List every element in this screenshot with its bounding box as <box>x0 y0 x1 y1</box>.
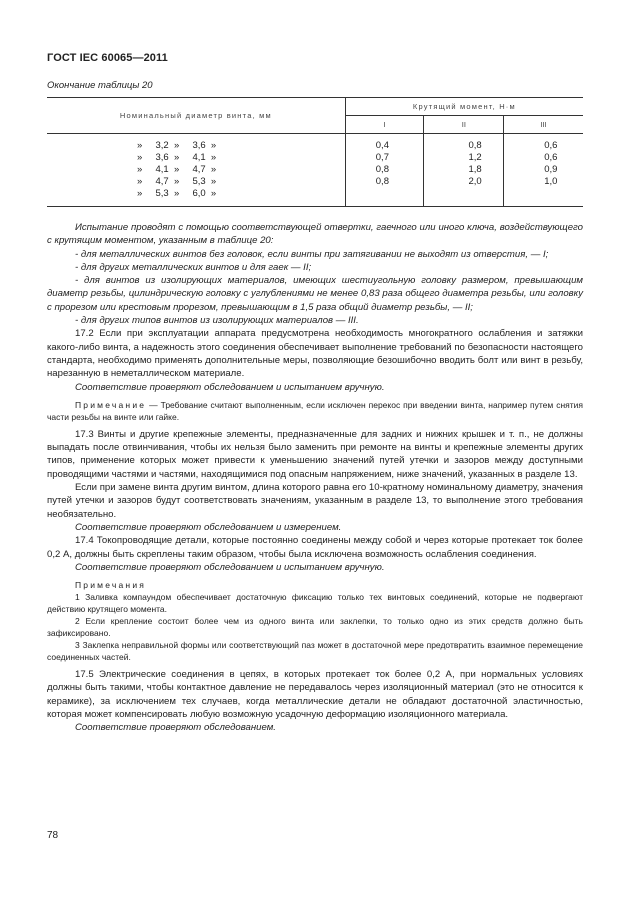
torque-value <box>376 188 424 200</box>
torque-value: 1,0 <box>544 176 558 187</box>
page-number: 78 <box>47 830 59 841</box>
note-text: — Требование считают выполненным, если исключен перекос при введении винта, например путем снятия части резьбы на винте или гайке. <box>47 399 583 422</box>
note-item: 3 Заклепка неправильной формы или соответствующий паз может в достаточной мере предотвратить взаимное перемещение соединенных частей. <box>47 640 583 663</box>
torque-value: 0,8 <box>375 176 389 187</box>
torque-value: 0,7 <box>375 152 389 163</box>
torque-value: 0,4 <box>375 140 389 151</box>
torque-col-2-cell <box>424 134 504 207</box>
notes-block <box>47 579 583 663</box>
paragraph: - для других типов винтов из изолирующих материалов — III. <box>75 315 359 327</box>
paragraph: Испытание проводят с помощью соответствующей отвертки, гаечного или иного ключа, воздействующего с крутящим моментом, указанным в таблице 20: <box>47 222 583 247</box>
torque-value: 0,8 <box>468 140 482 151</box>
subcolumn-header-1: I <box>345 116 424 134</box>
diameter-row: » 4,1 » 4,7 » <box>137 164 217 175</box>
document-code: ГОСТ IEC 60065—2011 <box>47 52 168 64</box>
paragraph: Соответствие проверяют обследованием. <box>75 722 276 734</box>
torque-value <box>544 188 583 200</box>
paragraph: 17.3 Винты и другие крепежные элементы, предназначенные для задних и нижних крышек и т. п., не должны выпадать после отвинчивания, чтобы их нельзя было заменить при ремонте на винты и крепежные элементы других типов, применение которых может привести к уменьшению значений путей утечки и зазоров между доступными проводящими частями и частями, находящимися под опасным напряжением, ниже значений, указанных в разделе 13. <box>47 428 583 480</box>
paragraph: - для металлических винтов без головок, если винты при затягивании не выходят из отверстия, — I; <box>75 248 549 260</box>
diameter-column-header: Номинальный диаметр винта, мм <box>47 98 345 134</box>
torque-value: 0,6 <box>544 140 558 151</box>
paragraph: 17.2 Если при эксплуатации аппарата предусмотрена необходимость многократного ослабления и затяжки какого-либо винта, а надежность этого соединения обеспечивает выполнение требований по безопасности настоящего стандарта, необходимо применять дополнительные меры, позволяющие безошибочно вводить болт или винт в резьбу, нарезанную в неметаллическом материале. <box>47 328 583 380</box>
paragraph: - для других металлических винтов и для гаек — II; <box>75 261 312 273</box>
note-item: 2 Если крепление состоит более чем из одного винта или заклепки, то только одно из этих средств должно быть зафиксировано. <box>47 616 583 639</box>
note-item: 1 Заливка компаундом обеспечивает достаточную фиксацию только тех винтовых соединений, которые не подвергают действию крутящего момента. <box>47 592 583 615</box>
paragraph: 17.4 Токопроводящие детали, которые постоянно соединены между собой и через которые протекает ток более 0,2 А, должны быть скреплены таким образом, чтобы была исключена возможность ослабления соединения. <box>47 535 583 560</box>
paragraph: - для винтов из изолирующих материалов, имеющих шестиугольную головку размером, превышающим диаметр резьбы, цилиндрическую головку с углублениями не менее 0,83 раза общего диаметра резьбы, или головку с прорезом или крестовым прорезом, превышающим в 1,5 раза общий диаметр резьбы, — II; <box>47 275 583 313</box>
paragraph: 17.5 Электрические соединения в цепях, в которых протекает ток более 0,2 А, при нормальных условиях должны быть такими, чтобы контактное давление не передавалось через изоляционный материал (это не относится к керамике), за исключением тех случаев, когда металлические детали не обладают достаточной эластичностью, которая может компенсировать любую возможную усадочную деформацию изоляционного материала. <box>47 669 583 721</box>
table-caption: Окончание таблицы 20 <box>47 80 153 91</box>
torque-value: 0,9 <box>544 164 558 175</box>
body-text <box>47 221 583 735</box>
diameter-row: » 5,3 » 6,0 » <box>137 188 217 199</box>
paragraph: Соответствие проверяют обследованием и испытанием вручную. <box>75 561 385 573</box>
torque-column-header: Крутящий момент, Н·м <box>345 98 583 116</box>
subcolumn-header-2: II <box>424 116 504 134</box>
note-block <box>47 399 583 423</box>
diameter-row: » 3,6 » 4,1 » <box>137 152 217 163</box>
paragraph: Если при замене винта другим винтом, длина которого равна его 10-кратному номинальному диаметру, значения путей утечки и зазоров будут соответствовать значениям, указанным в разделе 13, то выполнение этого требования необязательно. <box>47 482 583 520</box>
torque-value: 1,2 <box>468 152 482 163</box>
subcolumn-header-3: III <box>504 116 583 134</box>
torque-value: 0,6 <box>544 152 558 163</box>
torque-col-1-cell <box>345 134 424 207</box>
notes-label: Примечания <box>75 580 147 591</box>
torque-value: 0,8 <box>375 164 389 175</box>
torque-table <box>47 97 583 207</box>
note-label: Примечание <box>75 399 147 410</box>
paragraph: Соответствие проверяют обследованием и испытанием вручную. <box>75 381 385 393</box>
diameter-row: » 4,7 » 5,3 » <box>137 176 217 187</box>
diameter-row: » 3,2 » 3,6 » <box>137 140 217 151</box>
torque-value: 1,8 <box>468 164 482 175</box>
torque-value: 2,0 <box>468 176 482 187</box>
diameter-cell <box>47 134 345 207</box>
torque-value <box>468 188 503 200</box>
torque-col-3-cell <box>504 134 583 207</box>
paragraph: Соответствие проверяют обследованием и измерением. <box>75 521 342 533</box>
